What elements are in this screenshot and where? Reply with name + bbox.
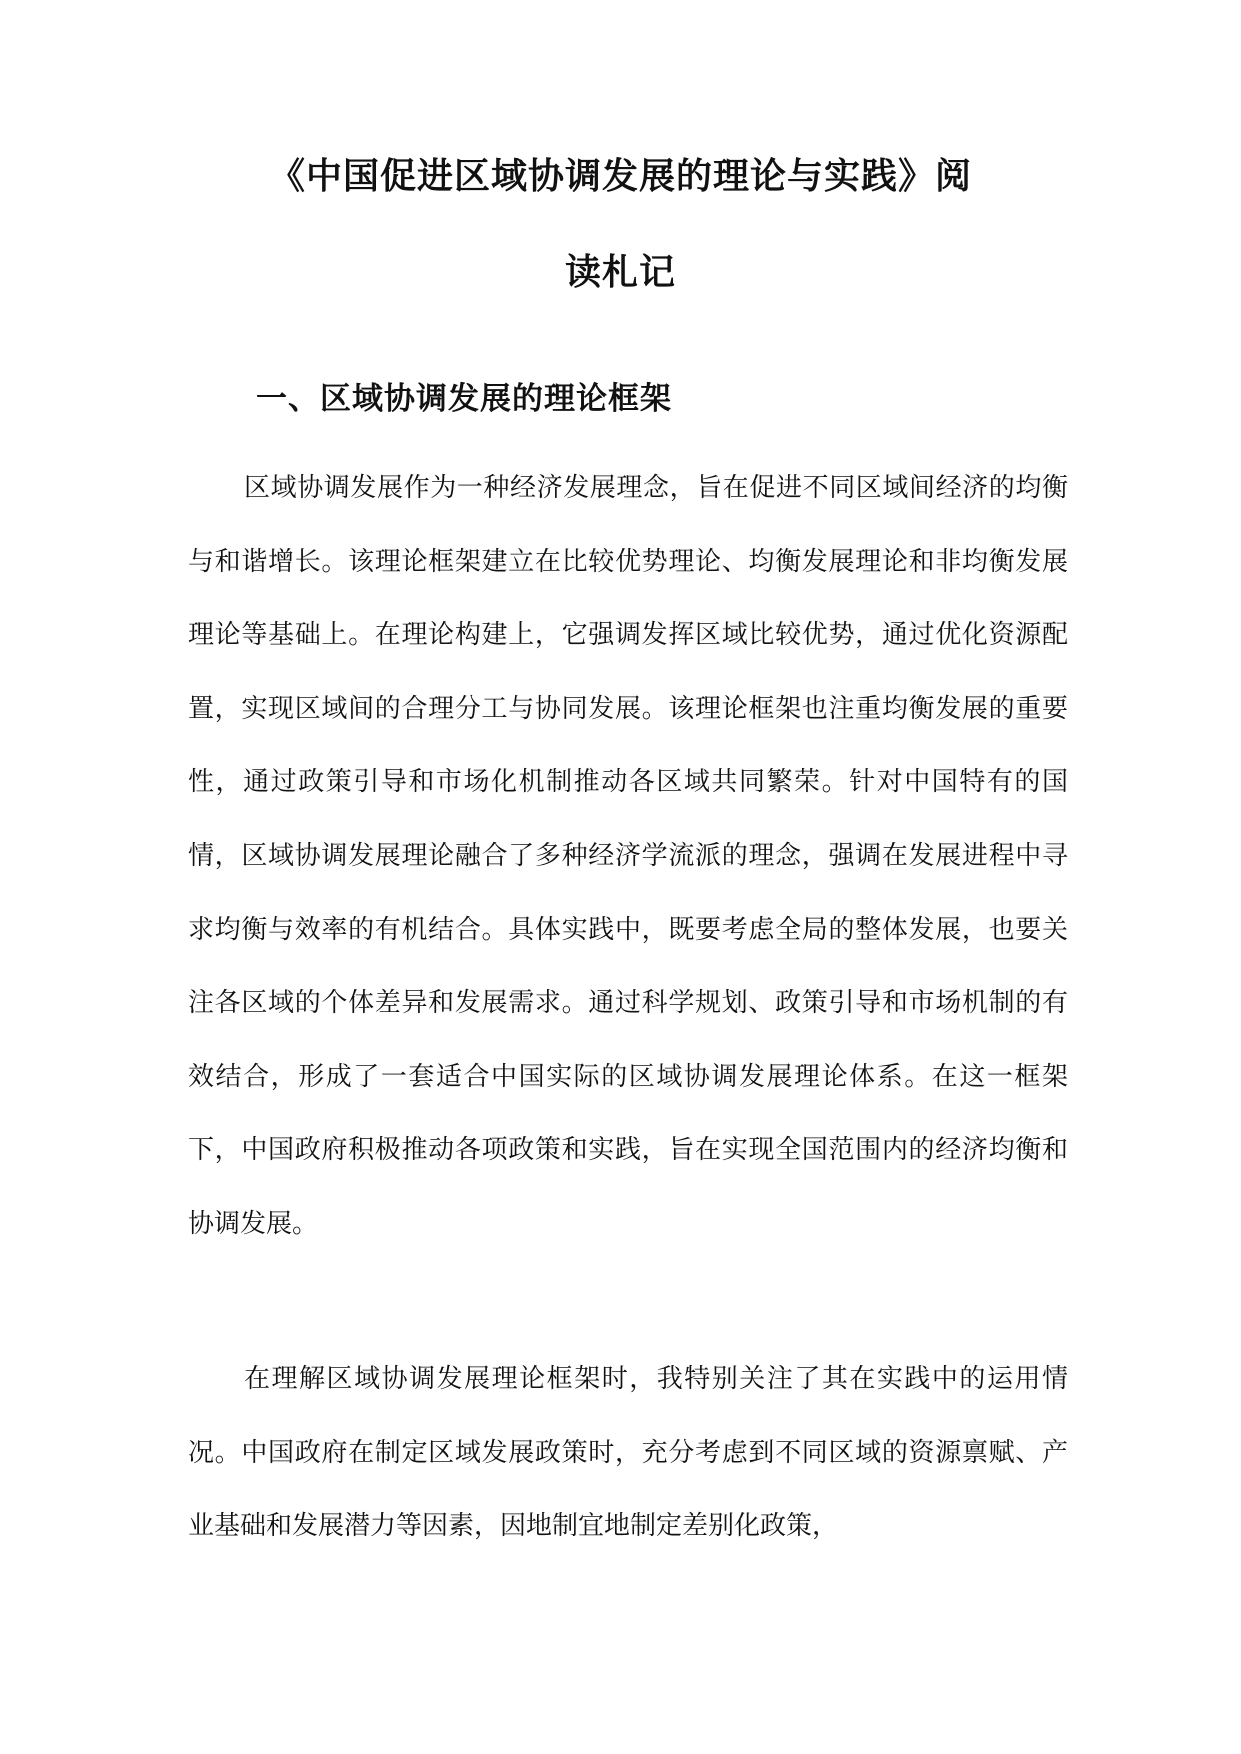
body-paragraph-2: 在理解区域协调发展理论框架时，我特别关注了其在实践中的运用情况。中国政府在制定区域发展政策时，充分考虑到不同区域的资源禀赋、产业基础和发展潜力等因素，因地制宜地制定差别化政策， <box>188 1364 1068 1542</box>
section-heading: 一、区域协调发展的理论框架 <box>256 381 672 417</box>
document-title-line-2: 读札记 <box>564 252 676 293</box>
body-paragraph-1: 区域协调发展作为一种经济发展理念，旨在促进不同区域间经济的均衡与和谐增长。该理论框架建立在比较优势理论、均衡发展理论和非均衡发展理论等基础上。在理论构建上，它强调发挥区域比较优势，通过优化资源配置，实现区域间的合理分工与协同发展。该理论框架也注重均衡发展的重要性，通过政策引导和市场化机制推动各区域共同繁荣。针对中国特有的国情，区域协调发展理论融合了多种经济学流派的理念，强调在发展进程中寻求均衡与效率的有机结合。具体实践中，既要考虑全局的整体发展，也要关注各区域的个体差异和发展需求。通过科学规划、政策引导和市场机制的有效结合，形成了一套适合中国实际的区域协调发展理论体系。在这一框架下，中国政府积极推动各项政策和实践，旨在实现全国范围内的经济均衡和协调发展。 <box>188 473 1068 1239</box>
document-title-line-1: 《中国促进区域协调发展的理论与实践》阅 <box>268 156 972 197</box>
